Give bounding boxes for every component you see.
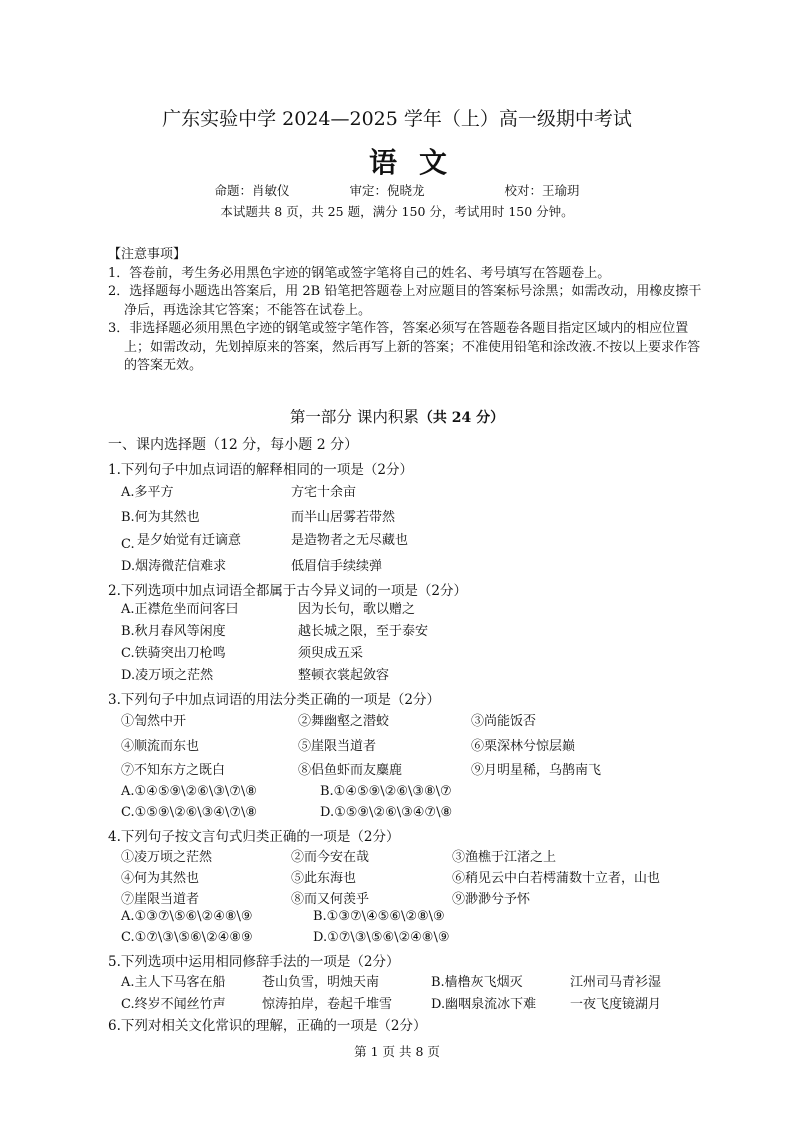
- q2-option-b-left: B.秋月春风等闲度: [121, 624, 226, 639]
- reviewer-credit: 审定：倪晓龙: [349, 183, 425, 198]
- subject-title: 语文: [368, 146, 469, 179]
- question-1-stem: 1.下列句子中加点词语的解释相同的一项是（2分）: [108, 462, 413, 478]
- q4-option-b: B.①③⑦\④⑤⑥\②⑧\⑨: [313, 909, 445, 924]
- note-item: 1．答卷前，考生务必用黑色字迹的钢笔或签字笔将自己的姓名、考号填写在答题卷上。: [108, 265, 611, 281]
- q1-option-d-left: D.烟涛微茫信难求: [121, 559, 227, 574]
- q4-sentence: ⑦崖限当道者: [121, 892, 200, 907]
- q4-sentence: ⑨渺渺兮予怀: [452, 892, 531, 907]
- q5-option-d-left: D.幽咽泉流冰下难: [431, 997, 537, 1012]
- q2-option-d-right: 整顿衣裳起敛容: [298, 668, 390, 683]
- q5-option-d-right: 一夜飞度镜湖月: [570, 997, 662, 1012]
- question-6-stem: 6.下列对相关文化常识的理解，正确的一项是（2分）: [108, 1018, 427, 1034]
- q1-option-c-label: C.: [121, 537, 135, 552]
- q4-option-c: C.①⑦\③\⑤⑥\②④⑧⑨: [121, 930, 253, 945]
- q3-sentence: ③尚能饭否: [471, 714, 537, 729]
- q4-sentence: ⑥稍见云中白若樗蒲数十立者，山也: [452, 871, 661, 886]
- proofreader-credit: 校对：王瑜玥: [504, 183, 580, 198]
- q3-option-d: D.①⑤⑨\②⑥\③④⑦\⑧: [320, 805, 453, 820]
- question-4-stem: 4.下列句子按文言句式归类正确的一项是（2分）: [108, 829, 400, 845]
- q5-option-a-right: 苍山负雪，明烛天南: [262, 975, 380, 990]
- q4-sentence: ①凌万顷之茫然: [121, 850, 213, 865]
- q4-sentence: ③渔樵于江渚之上: [452, 850, 557, 865]
- q4-option-a: A.①③⑦\⑤⑥\②④⑧\⑨: [121, 909, 253, 924]
- q4-sentence: ⑧而又何羡乎: [291, 892, 370, 907]
- q3-sentence: ②舞幽壑之潜蛟: [298, 714, 390, 729]
- part-title: 第一部分 课内积累: [289, 408, 419, 426]
- exam-title: 广东实验中学 2024—2025 学年（上）高一级期中考试: [162, 108, 632, 130]
- notes-heading: 【注意事项】: [108, 247, 187, 262]
- q3-sentence: ⑥栗深林兮惊层巅: [471, 739, 576, 754]
- q3-sentence: ⑤崖限当道者: [298, 739, 377, 754]
- notes-block: [108, 246, 708, 376]
- q5-option-c-left: C.终岁不闻丝竹声: [121, 997, 226, 1012]
- part-heading: [0, 405, 794, 427]
- q1-option-d-right: 低眉信手续续弹: [291, 559, 383, 574]
- q1-option-a-left: A.多平方: [121, 485, 174, 500]
- part-score: （共 24 分）: [418, 410, 505, 426]
- page-footer: 第 1 页 共 8 页: [354, 1044, 440, 1059]
- q3-sentence: ④顺流而东也: [121, 739, 200, 754]
- q5-option-a-left: A.主人下马客在船: [121, 975, 226, 990]
- q4-option-d: D.①⑦\③\⑤⑥\②④⑧\⑨: [313, 930, 450, 945]
- q2-option-a-right: 因为长句，歌以赠之: [298, 602, 416, 617]
- q4-sentence: ②而今安在哉: [291, 850, 370, 865]
- q1-option-b-right: 而半山居雾若带然: [291, 510, 396, 525]
- q5-option-b-left: B.樯橹灰飞烟灭: [431, 975, 523, 990]
- section-heading: 一、课内选择题（12 分，每小题 2 分）: [108, 437, 359, 453]
- question-5-stem: 5.下列选项中运用相同修辞手法的一项是（2分）: [108, 954, 400, 970]
- q2-option-a-left: A.正襟危坐而问客曰: [121, 602, 239, 617]
- q5-option-c-right: 惊涛拍岸，卷起千堆雪: [262, 997, 393, 1012]
- q4-sentence: ⑤此东海也: [291, 871, 357, 886]
- q3-option-a: A.①④⑤⑨\②⑥\③\⑦\⑧: [121, 784, 257, 799]
- q4-sentence: ④何为其然也: [121, 871, 200, 886]
- q3-option-c: C.①⑤⑨\②⑥\③④\⑦\⑧: [121, 805, 258, 820]
- credits-line: [0, 181, 794, 199]
- q1-option-b-left: B.何为其然也: [121, 510, 200, 525]
- note-item: 2．选择题每小题选出答案后，用 2B 铅笔把答题卷上对应题目的答案标号涂黑；如需改动，用橡皮擦干净后，再选涂其它答案；不能答在试卷上。: [108, 284, 702, 318]
- q1-option-a-right: 方宅十余亩: [291, 485, 357, 500]
- q1-option-c-left: 是夕始觉有迁谪意: [137, 533, 242, 548]
- q2-option-c-left: C.铁骑突出刀枪鸣: [121, 646, 226, 661]
- question-2-stem: 2.下列选项中加点词语全都属于古今异义词的一项是（2分）: [108, 583, 467, 599]
- note-item: 3．非选择题必须用黑色字迹的钢笔或签字笔作答，答案必须写在答题卷各题目指定区域内的相应位置上；如需改动，先划掉原来的答案，然后再写上新的答案；不准使用铅笔和涂改液.不按以上要求作答的答案无效。: [108, 321, 701, 373]
- author-credit: 命题：肖敏仪: [214, 183, 290, 198]
- q3-sentence: ⑦不知东方之既白: [121, 763, 226, 778]
- q3-sentence: ⑧侣鱼虾而友麋鹿: [298, 763, 403, 778]
- q3-sentence: ⑨月明星稀，乌鹊南飞: [471, 763, 602, 778]
- question-3-stem: 3.下列句子中加点词语的用法分类正确的一项是（2分）: [108, 692, 440, 708]
- q2-option-b-right: 越长城之限，至于泰安: [298, 624, 429, 639]
- q2-option-d-left: D.凌万顷之茫然: [121, 668, 214, 683]
- q3-option-b: B.①④⑤⑨\②⑥\③⑧\⑦: [320, 784, 452, 799]
- exam-info: 本试题共 8 页，共 25 题，满分 150 分，考试用时 150 分钟。: [220, 204, 574, 219]
- q2-option-c-right: 须臾成五采: [298, 646, 364, 661]
- q5-option-b-right: 江州司马青衫湿: [570, 975, 662, 990]
- q1-option-c-right: 是造物者之无尽藏也: [291, 533, 409, 548]
- q3-sentence: ①訇然中开: [121, 714, 187, 729]
